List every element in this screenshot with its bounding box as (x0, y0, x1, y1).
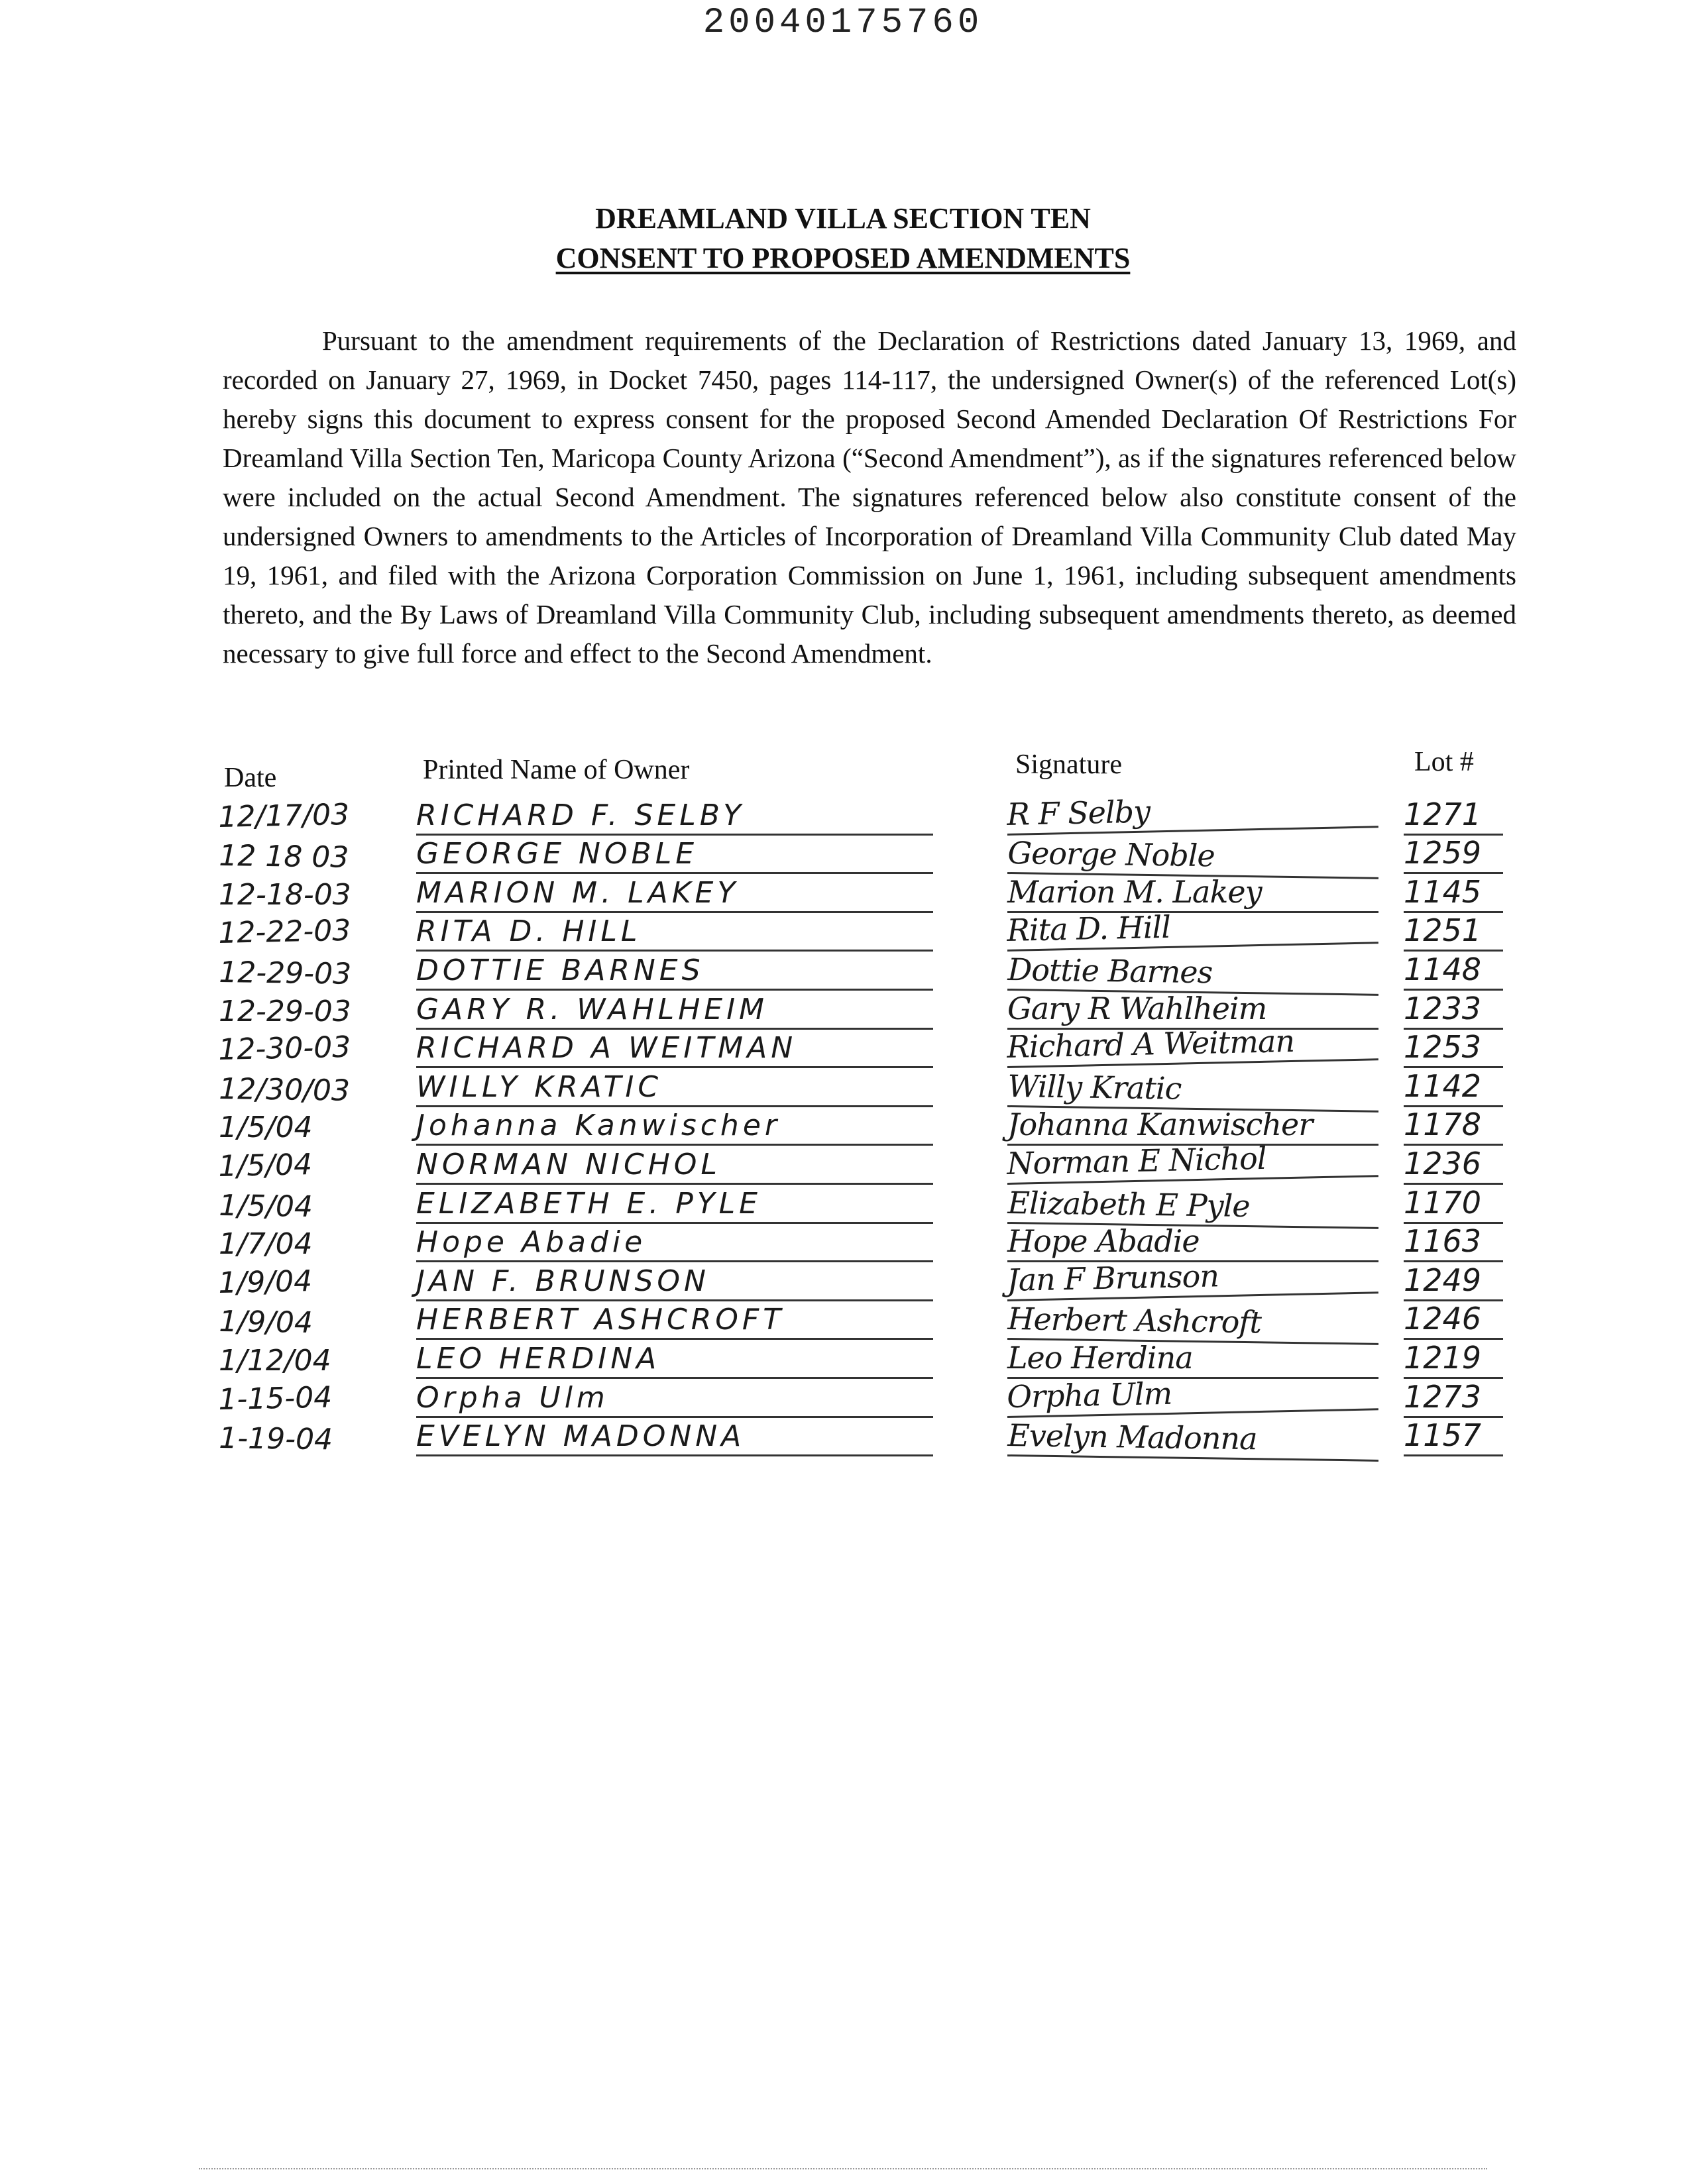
printed-name-cell: Orpha Ulm (416, 1381, 933, 1418)
lot-number-cell: 1249 (1404, 1262, 1503, 1301)
printed-name-cell: Johanna Kanwischer (416, 1109, 933, 1146)
date-cell: 1/9/04 (217, 1264, 313, 1300)
signature-row (0, 1107, 1686, 1150)
printed-name-cell: Hope Abadie (416, 1225, 933, 1262)
date-cell: 12-29-03 (219, 994, 351, 1028)
signature-cell: Willy Kratic (1007, 1068, 1379, 1113)
lot-number-cell: 1273 (1404, 1379, 1503, 1418)
date-cell: 1/9/04 (219, 1305, 313, 1340)
signature-row (0, 835, 1686, 879)
signature-cell: Elizabeth E Pyle (1007, 1185, 1379, 1229)
lot-number-cell: 1233 (1404, 991, 1503, 1030)
signature-row (0, 1223, 1686, 1267)
consent-paragraph: Pursuant to the amendment requirements of the Declaration of Restrictions dated January 13, 1969, and recorded on January 27, 1969, in Docket 7450, pages 114-117, the undersigned Owner(s) of the referenced Lot(s) hereby signs this document to express consent for the proposed Second Amended Declaration Of Restrictions For Dreamland Villa Section Ten, Maricopa County Arizona (“Second Amendment”), as if the signatures referenced below were included on the actual Second Amendment. The signatures referenced below also constitute consent of the undersigned Owners to amendments to the Articles of Incorporation of Dreamland Villa Community Club dated May 19, 1961, and filed with the Arizona Corporation Commission on June 1, 1961, including subsequent amendments thereto, and the By Laws of Dreamland Villa Community Club, including subsequent amendments thereto, as deemed necessary to give full force and effect to the Second Amendment. (223, 325, 1516, 669)
column-header-lot: Lot # (1414, 747, 1474, 777)
printed-name-cell: LEO HERDINA (416, 1342, 933, 1379)
printed-name-cell: DOTTIE BARNES (416, 954, 933, 991)
lot-number-cell: 1178 (1404, 1107, 1503, 1146)
signature-cell: Marion M. Lakey (1007, 874, 1378, 913)
signature-cell: Gary R Wahlheim (1007, 991, 1378, 1030)
signature-cell: Dottie Barnes (1007, 952, 1379, 996)
date-cell: 12/30/03 (219, 1071, 351, 1108)
signature-cell: Norman E Nichol (1007, 1138, 1378, 1185)
printed-name-cell: RICHARD A WEITMAN (416, 1031, 933, 1068)
lot-number-cell: 1145 (1404, 874, 1503, 913)
signature-cell: Richard A Weitman (1007, 1021, 1378, 1068)
lot-number-cell: 1236 (1404, 1146, 1503, 1185)
signature-cell: Hope Abadie (1007, 1223, 1378, 1262)
signature-row (0, 1301, 1686, 1344)
date-cell: 1/12/04 (219, 1343, 331, 1378)
signature-cell: Jan F Brunson (1007, 1254, 1378, 1301)
signature-row (0, 1023, 1686, 1073)
printed-name-cell: WILLY KRATIC (416, 1070, 933, 1107)
signature-row (0, 990, 1686, 1034)
lot-number-cell: 1219 (1404, 1340, 1503, 1379)
lot-number-cell: 1157 (1404, 1417, 1503, 1456)
title-block (0, 199, 1686, 278)
signature-row (0, 951, 1686, 995)
signature-cell: George Noble (1007, 835, 1379, 879)
date-cell: 12-29-03 (219, 955, 352, 991)
date-cell: 1/5/04 (219, 1188, 313, 1224)
printed-name-cell: RICHARD F. SELBY (416, 798, 933, 836)
lot-number-cell: 1271 (1404, 796, 1503, 836)
printed-name-cell: EVELYN MADONNA (416, 1419, 933, 1456)
column-header-date: Date (224, 763, 277, 793)
signature-cell: Evelyn Madonna (1007, 1417, 1379, 1462)
signature-cell: Johanna Kanwischer (1007, 1107, 1378, 1146)
signature-row (0, 1375, 1686, 1422)
signature-table (0, 793, 1686, 1460)
signature-row (0, 873, 1686, 917)
date-cell: 1-15-04 (217, 1380, 333, 1417)
signature-cell: R F Selby (1007, 789, 1378, 836)
date-cell: 1/7/04 (219, 1227, 313, 1262)
printed-name-cell: RITA D. HILL (416, 914, 933, 952)
signature-row (0, 1339, 1686, 1383)
signature-row (0, 1417, 1686, 1461)
lot-number-cell: 1246 (1404, 1301, 1503, 1340)
signature-row (0, 1140, 1686, 1189)
date-cell: 1-19-04 (219, 1421, 333, 1457)
printed-name-cell: GEORGE NOBLE (416, 837, 933, 874)
date-cell: 12-22-03 (217, 914, 351, 951)
signature-cell: Orpha Ulm (1007, 1371, 1378, 1418)
printed-name-cell: ELIZABETH E. PYLE (416, 1187, 933, 1224)
lot-number-cell: 1259 (1404, 835, 1503, 874)
signature-row (0, 793, 1686, 840)
printed-name-cell: GARY R. WAHLHEIM (416, 993, 933, 1030)
signature-cell: Rita D. Hill (1007, 905, 1378, 952)
printed-name-cell: JAN F. BRUNSON (416, 1264, 933, 1301)
date-cell: 12-18-03 (219, 877, 351, 912)
printed-name-cell: MARION M. LAKEY (416, 876, 933, 913)
column-header-signature: Signature (1015, 749, 1122, 780)
printed-name-cell: HERBERT ASHCROFT (416, 1303, 933, 1340)
printed-name-cell: NORMAN NICHOL (416, 1148, 933, 1185)
date-cell: 12 18 03 (219, 839, 349, 875)
document-subtitle: CONSENT TO PROPOSED AMENDMENTS (555, 242, 1131, 274)
document-number: 20040175760 (702, 3, 984, 43)
signature-row (0, 1184, 1686, 1228)
lot-number-cell: 1253 (1404, 1029, 1503, 1068)
lot-number-cell: 1163 (1404, 1223, 1503, 1262)
lot-number-cell: 1142 (1404, 1068, 1503, 1107)
lot-number-cell: 1148 (1404, 952, 1503, 991)
signature-row (0, 1067, 1686, 1111)
date-cell: 12/17/03 (217, 797, 350, 834)
date-cell: 12-30-03 (217, 1030, 351, 1067)
date-cell: 1/5/04 (219, 1111, 313, 1145)
lot-number-cell: 1251 (1404, 912, 1503, 952)
signature-row (0, 1258, 1686, 1305)
page-bottom-rule (199, 2168, 1487, 2169)
lot-number-cell: 1170 (1404, 1185, 1503, 1224)
signature-cell: Herbert Ashcroft (1007, 1301, 1379, 1345)
signature-cell: Leo Herdina (1007, 1340, 1378, 1379)
column-header-name: Printed Name of Owner (423, 755, 690, 785)
document-title: DREAMLAND VILLA SECTION TEN (595, 202, 1091, 235)
signature-row (0, 909, 1686, 956)
date-cell: 1/5/04 (217, 1147, 313, 1183)
